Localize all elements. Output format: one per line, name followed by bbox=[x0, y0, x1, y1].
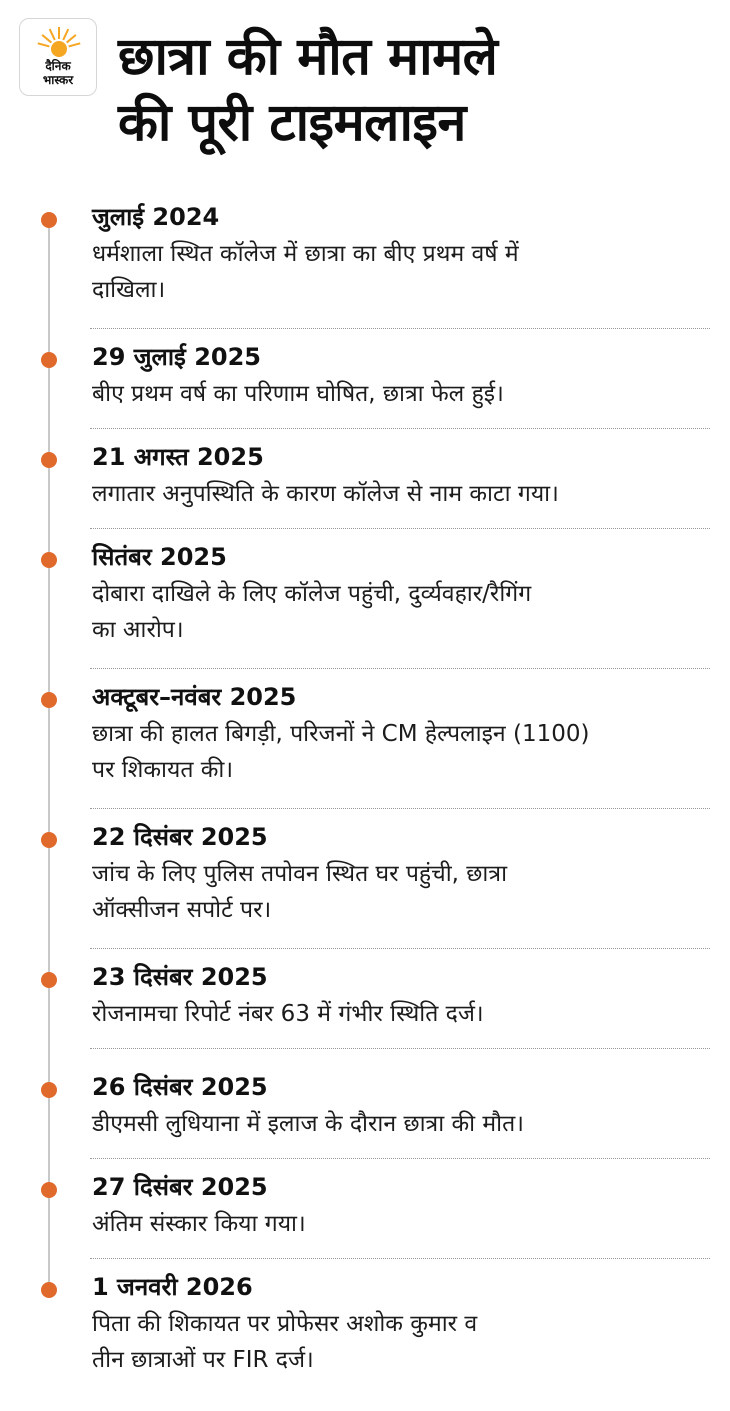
timeline-dot bbox=[41, 972, 57, 988]
page-title bbox=[118, 24, 718, 156]
timeline-separator bbox=[90, 1158, 710, 1159]
timeline-date: 26 दिसंबर 2025 bbox=[92, 1073, 268, 1101]
timeline-date: 21 अगस्त 2025 bbox=[92, 443, 264, 471]
timeline-separator bbox=[90, 328, 710, 329]
timeline-description: लगातार अनुपस्थिति के कारण कॉलेज से नाम काटा गया। bbox=[92, 481, 559, 507]
logo-text bbox=[20, 59, 96, 87]
timeline-dot bbox=[41, 452, 57, 468]
timeline-dot bbox=[41, 692, 57, 708]
timeline-description: पिता की शिकायत पर प्रोफेसर अशोक कुमार व bbox=[92, 1311, 478, 1337]
timeline-separator bbox=[90, 1048, 710, 1049]
timeline-dot bbox=[41, 1282, 57, 1298]
timeline-separator bbox=[90, 948, 710, 949]
timeline-separator bbox=[90, 808, 710, 809]
timeline-description: दाखिला। bbox=[92, 277, 166, 303]
timeline-separator bbox=[90, 668, 710, 669]
timeline-dot bbox=[41, 832, 57, 848]
timeline-date: 22 दिसंबर 2025 bbox=[92, 823, 268, 851]
logo-text-line1: दैनिक bbox=[45, 59, 71, 73]
timeline-date: 23 दिसंबर 2025 bbox=[92, 963, 268, 991]
timeline-description: ऑक्सीजन सपोर्ट पर। bbox=[92, 897, 272, 923]
timeline-description: छात्रा की हालत बिगड़ी, परिजनों ने CM हेल्पलाइन (1100) bbox=[92, 721, 590, 747]
timeline-separator bbox=[90, 528, 710, 529]
timeline-separator bbox=[90, 1258, 710, 1259]
title-line1: छात्रा की मौत मामले bbox=[118, 27, 498, 87]
timeline-description: पर शिकायत की। bbox=[92, 757, 234, 783]
timeline-description: डीएमसी लुधियाना में इलाज के दौरान छात्रा की मौत। bbox=[92, 1111, 524, 1137]
timeline-description: रोजनामचा रिपोर्ट नंबर 63 में गंभीर स्थिति दर्ज। bbox=[92, 1001, 484, 1027]
timeline-date: 29 जुलाई 2025 bbox=[92, 343, 261, 371]
timeline-date: सितंबर 2025 bbox=[92, 543, 227, 571]
timeline-description: दोबारा दाखिले के लिए कॉलेज पहुंची, दुर्व्यवहार/रैगिंग bbox=[92, 581, 532, 607]
timeline-description: तीन छात्राओं पर FIR दर्ज। bbox=[92, 1347, 314, 1373]
timeline-dot bbox=[41, 352, 57, 368]
timeline-rail bbox=[48, 215, 50, 1295]
timeline-description: धर्मशाला स्थित कॉलेज में छात्रा का बीए प्रथम वर्ष में bbox=[92, 241, 519, 267]
timeline-dot bbox=[41, 212, 57, 228]
timeline-description: अंतिम संस्कार किया गया। bbox=[92, 1211, 306, 1237]
timeline-dot bbox=[41, 1182, 57, 1198]
timeline-dot bbox=[41, 552, 57, 568]
timeline-date: जुलाई 2024 bbox=[92, 203, 220, 231]
logo-text-line2: भास्कर bbox=[42, 73, 74, 87]
timeline-date: 1 जनवरी 2026 bbox=[92, 1273, 253, 1301]
timeline-date: अक्टूबर–नवंबर 2025 bbox=[92, 683, 297, 711]
sun-logo-icon bbox=[20, 23, 98, 59]
timeline-separator bbox=[90, 428, 710, 429]
timeline-description: का आरोप। bbox=[92, 617, 184, 643]
timeline-description: जांच के लिए पुलिस तपोवन स्थित घर पहुंची, छात्रा bbox=[92, 861, 508, 887]
timeline-description: बीए प्रथम वर्ष का परिणाम घोषित, छात्रा फेल हुई। bbox=[92, 381, 504, 407]
timeline-date: 27 दिसंबर 2025 bbox=[92, 1173, 268, 1201]
title-line2: की पूरी टाइमलाइन bbox=[118, 93, 466, 153]
dainik-bhaskar-logo bbox=[19, 18, 97, 96]
timeline-dot bbox=[41, 1082, 57, 1098]
